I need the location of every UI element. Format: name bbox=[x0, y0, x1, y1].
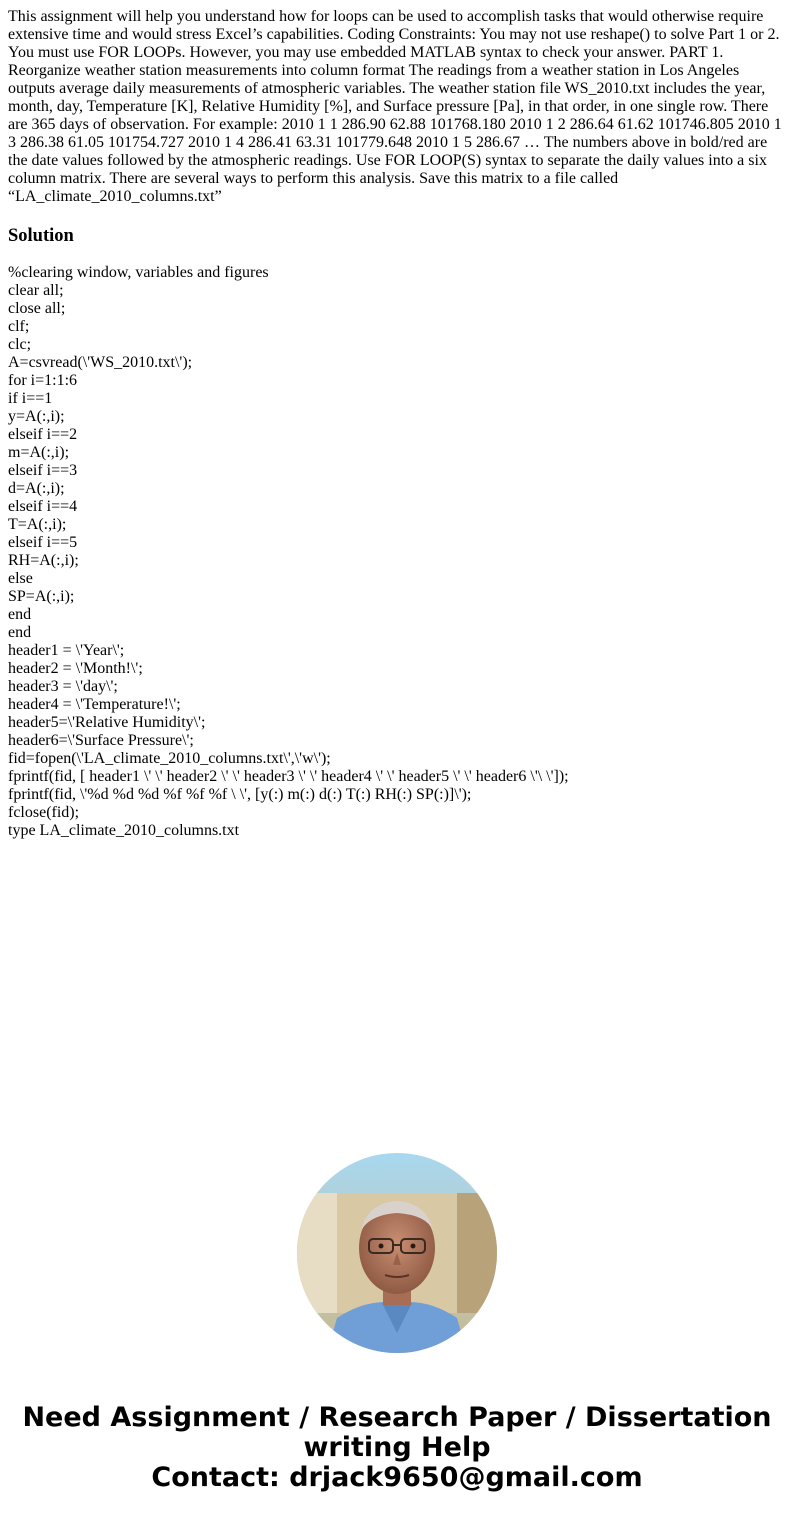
code-line: if i==1 bbox=[8, 390, 53, 407]
code-line: header5=\'Relative Humidity\'; bbox=[8, 714, 206, 731]
code-line: fid=fopen(\'LA_climate_2010_columns.txt\',\'w\'); bbox=[8, 750, 331, 767]
solution-heading: Solution bbox=[8, 226, 74, 246]
code-line: header2 = \'Month!\'; bbox=[8, 660, 143, 677]
author-photo bbox=[297, 1153, 497, 1353]
code-line: elseif i==2 bbox=[8, 426, 78, 443]
code-line: RH=A(:,i); bbox=[8, 552, 79, 569]
code-line: m=A(:,i); bbox=[8, 444, 70, 461]
code-line: header4 = \'Temperature!\'; bbox=[8, 696, 181, 713]
code-line: header6=\'Surface Pressure\'; bbox=[8, 732, 194, 749]
code-line: close all; bbox=[8, 300, 66, 317]
code-line: header3 = \'day\'; bbox=[8, 678, 118, 695]
code-line: y=A(:,i); bbox=[8, 408, 65, 425]
code-line: A=csvread(\'WS_2010.txt\'); bbox=[8, 354, 193, 371]
code-line: d=A(:,i); bbox=[8, 480, 65, 497]
code-line: elseif i==4 bbox=[8, 498, 78, 515]
code-line: type LA_climate_2010_columns.txt bbox=[8, 822, 240, 839]
code-line: end bbox=[8, 624, 32, 641]
footer-line-1: Need Assignment / Research Paper / Dissertation bbox=[22, 1402, 772, 1433]
code-line: T=A(:,i); bbox=[8, 516, 67, 533]
contact-footer bbox=[0, 1403, 794, 1493]
question-text: This assignment will help you understand how for loops can be used to accomplish tasks that would otherwise require extensive time and would stress Excel’s capabilities. Coding Constraints: You may not use reshape() to solve Part 1 or 2. You must use FOR LOOPs. However, you may use embedded MATLAB syntax to check your answer. PART 1. Reorganize weather station measurements into column format The readings from a weather station in Los Angeles outputs average daily measurements of atmospheric variables. The weather station file WS_2010.txt includes the year, month, day, Temperature [K], Relative Humidity [%], and Surface pressure [Pa], in that order, in one single row. There are 365 days of observation. For example: 2010 1 1 286.90 62.88 101768.180 2010 1 2 286.64 61.62 101746.805 2010 1 3 286.38 61.05 101754.727 2010 1 4 286.41 63.31 101779.648 2010 1 5 286.67 … The numbers above in bold/red are the date values followed by the atmospheric readings. Use FOR LOOP(S) syntax to separate the daily values into a six column matrix. There are several ways to perform this analysis. Save this matrix to a file called “LA_climate_2010_columns.txt” bbox=[8, 8, 782, 205]
code-line: fclose(fid); bbox=[8, 804, 80, 821]
code-line: %clearing window, variables and figures bbox=[8, 264, 269, 281]
code-line: header1 = \'Year\'; bbox=[8, 642, 125, 659]
code-line: fprintf(fid, \'%d %d %d %f %f %f \ \', [y(:) m(:) d(:) T(:) RH(:) SP(:)]\'); bbox=[8, 786, 472, 803]
code-line: clc; bbox=[8, 336, 32, 353]
footer-contact-line: Contact: drjack9650@gmail.com bbox=[151, 1462, 643, 1493]
author-avatar bbox=[297, 1153, 497, 1353]
code-line: elseif i==5 bbox=[8, 534, 78, 551]
code-line: clear all; bbox=[8, 282, 64, 299]
footer-line-2: writing Help bbox=[303, 1432, 491, 1463]
code-line: elseif i==3 bbox=[8, 462, 78, 479]
code-line: else bbox=[8, 570, 33, 587]
code-line: fprintf(fid, [ header1 \' \' header2 \' \' header3 \' \' header4 \' \' header5 \' \' header6 \'\ \']); bbox=[8, 768, 569, 785]
code-line: end bbox=[8, 606, 32, 623]
code-line: clf; bbox=[8, 318, 30, 335]
code-line: SP=A(:,i); bbox=[8, 588, 75, 605]
code-line: for i=1:1:6 bbox=[8, 372, 78, 389]
solution-code bbox=[8, 264, 786, 840]
